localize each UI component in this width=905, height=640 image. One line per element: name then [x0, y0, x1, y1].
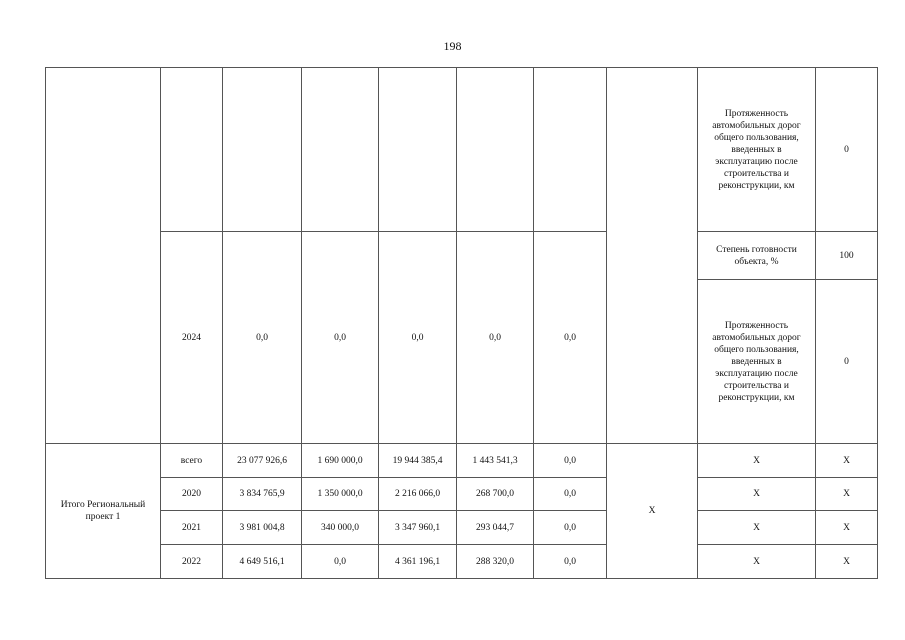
- value-cell: 0,0: [534, 511, 607, 545]
- indicator-value: 0: [816, 68, 878, 232]
- project-name-cell: [46, 68, 161, 444]
- indicator-value: 100: [816, 232, 878, 280]
- indicator-name: X: [698, 511, 816, 545]
- year-cell: 2020: [161, 478, 223, 511]
- indicator-value: X: [816, 545, 878, 579]
- table-row: [46, 444, 878, 478]
- value-cell: [457, 68, 534, 232]
- value-cell: 3 981 004,8: [223, 511, 302, 545]
- budget-table: [45, 67, 878, 579]
- indicator-name: X: [698, 545, 816, 579]
- value-cell: 0,0: [379, 232, 457, 444]
- merged-cell: [607, 68, 698, 444]
- value-cell: 3 347 960,1: [379, 511, 457, 545]
- value-cell: [223, 68, 302, 232]
- value-cell: 4 649 516,1: [223, 545, 302, 579]
- value-cell: 1 443 541,3: [457, 444, 534, 478]
- value-cell: 0,0: [302, 545, 379, 579]
- total-label: Итого Региональный проект 1: [46, 444, 161, 579]
- value-cell: 0,0: [302, 232, 379, 444]
- indicator-name: X: [698, 478, 816, 511]
- value-cell: [379, 68, 457, 232]
- value-cell: 293 044,7: [457, 511, 534, 545]
- value-cell: 19 944 385,4: [379, 444, 457, 478]
- year-cell: 2021: [161, 511, 223, 545]
- total-mark: X: [607, 444, 698, 579]
- value-cell: 23 077 926,6: [223, 444, 302, 478]
- indicator-name: Протяженность автомобильных дорог общего пользования, введенных в эксплуатацию после строительства и реконструкции, км: [698, 68, 816, 232]
- value-cell: 0,0: [534, 478, 607, 511]
- table-row: [46, 511, 878, 545]
- indicator-value: 0: [816, 280, 878, 444]
- year-cell: 2024: [161, 232, 223, 444]
- value-cell: 0,0: [457, 232, 534, 444]
- indicator-name: Протяженность автомобильных дорог общего пользования, введенных в эксплуатацию после строительства и реконструкции, км: [698, 280, 816, 444]
- table-row: [46, 478, 878, 511]
- table-row: [46, 68, 878, 232]
- value-cell: 268 700,0: [457, 478, 534, 511]
- value-cell: 3 834 765,9: [223, 478, 302, 511]
- indicator-name: X: [698, 444, 816, 478]
- value-cell: 340 000,0: [302, 511, 379, 545]
- year-cell: всего: [161, 444, 223, 478]
- value-cell: [302, 68, 379, 232]
- value-cell: 4 361 196,1: [379, 545, 457, 579]
- value-cell: 288 320,0: [457, 545, 534, 579]
- indicator-name: Степень готовности объекта, %: [698, 232, 816, 280]
- page-number: 198: [443, 39, 462, 53]
- year-cell: [161, 68, 223, 232]
- value-cell: 1 690 000,0: [302, 444, 379, 478]
- value-cell: 2 216 066,0: [379, 478, 457, 511]
- value-cell: 0,0: [534, 444, 607, 478]
- indicator-value: X: [816, 511, 878, 545]
- value-cell: 0,0: [534, 232, 607, 444]
- value-cell: 1 350 000,0: [302, 478, 379, 511]
- indicator-value: X: [816, 478, 878, 511]
- value-cell: 0,0: [534, 545, 607, 579]
- year-cell: 2022: [161, 545, 223, 579]
- value-cell: 0,0: [223, 232, 302, 444]
- table-row: [46, 545, 878, 579]
- indicator-value: X: [816, 444, 878, 478]
- table-row: [46, 232, 878, 280]
- value-cell: [534, 68, 607, 232]
